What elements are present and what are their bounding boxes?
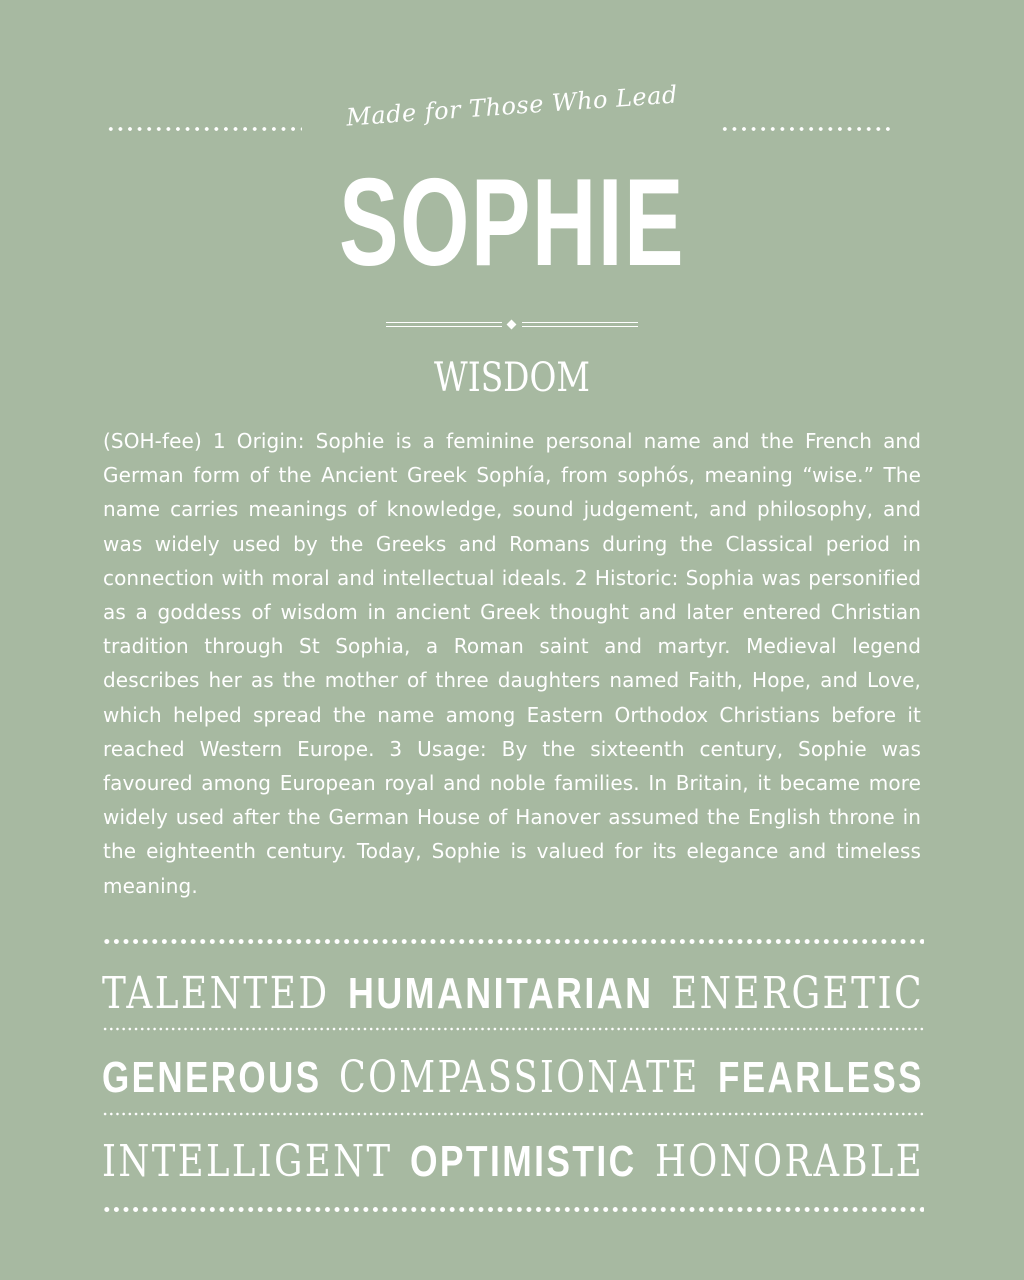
- trait-row-3: [102, 1132, 924, 1192]
- dotted-rule-traits-2: [102, 1112, 924, 1116]
- trait-word: HUMANITARIAN: [347, 969, 654, 1018]
- trait-word: INTELLIGENT: [102, 1136, 393, 1187]
- diamond-icon: [507, 320, 517, 330]
- trait-word: FEARLESS: [718, 1053, 924, 1102]
- trait-row-2: [102, 1048, 924, 1108]
- dotted-rule-traits-1: [102, 1027, 924, 1031]
- divider-line-right: [522, 322, 638, 327]
- trait-word: HONORABLE: [654, 1136, 924, 1187]
- dotted-rule-traits-top: [102, 938, 924, 945]
- divider-line-left: [386, 322, 502, 327]
- trait-word: TALENTED: [102, 968, 330, 1019]
- trait-word: OPTIMISTIC: [410, 1137, 637, 1186]
- tagline-row: [100, 80, 924, 152]
- trait-word: COMPASSIONATE: [339, 1052, 701, 1103]
- dotted-rule-traits-bottom: [102, 1206, 924, 1213]
- divider-ornament: [386, 318, 638, 332]
- trait-row-1: [102, 964, 924, 1024]
- name-meaning: WISDOM: [434, 355, 590, 401]
- name-description: (SOH-fee) 1 Origin: Sophie is a feminine personal name and the French and German form of the Ancient Greek Sophía, from sophós, meaning “wise.” The name carries meanings of knowledge, sound judgement, and philosophy, and was widely used by the Greeks and Romans during the Classical period in connection with moral and intellectual ideals. 2 Historic: Sophia was personified as a goddess of wisdom in ancient Greek thought and later entered Christian tradition through St Sophia, a Roman saint and martyr. Medieval legend describes her as the mother of three daughters named Faith, Hope, and Love, which helped spread the name among Eastern Orthodox Christians before it reached Western Europe. 3 Usage: By the sixteenth century, Sophie was favoured among European royal and noble families. In Britain, it became more widely used after the German House of Hanover assumed the English throne in the eighteenth century. Today, Sophie is valued for its elegance and timeless meaning.: [103, 429, 921, 898]
- trait-word: ENERGETIC: [671, 968, 925, 1019]
- tagline: Made for Those Who Lead: [345, 80, 679, 132]
- trait-word: GENEROUS: [102, 1053, 322, 1102]
- name-heading: SOPHIE: [338, 154, 686, 292]
- dotted-rule-right: [720, 126, 890, 132]
- dotted-rule-left: [106, 126, 302, 132]
